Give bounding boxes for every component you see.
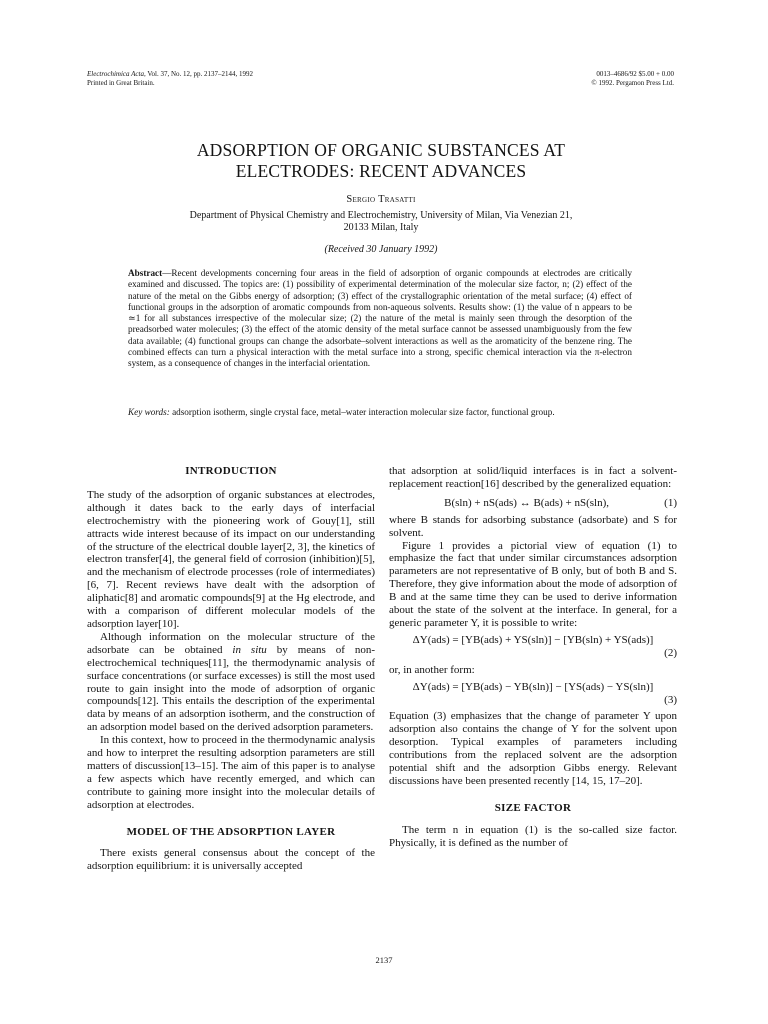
intro-paragraph-2-start: Although information on the molecular structure of the adsorbate can be obtained — [87, 630, 375, 656]
equation-1-expression: B(sln) + nS(ads) ↔ B(ads) + nS(sln), — [444, 496, 610, 509]
equation-2-number: (2) — [664, 646, 677, 659]
equation-2 — [389, 634, 677, 660]
in-situ-term: in situ — [232, 643, 267, 656]
keywords-label: Key words: — [128, 407, 170, 417]
copyright-header — [591, 70, 674, 88]
affiliation — [87, 210, 675, 234]
abstract-text: —Recent developments concerning four areas in the field of adsorption of organic compounds at electrodes are critically examined and discussed. The topics are: (1) possibility of experimental determination of the molecular size factor, n; (2) effect of the nature of the metal on the Gibbs energy of adsorption; (3) effect of the crystallographic orientation of the metal surface; (4) effect of functional groups in the adsorption of aromatic compounds from non-aqueous solvents. Results show: (1) the value of n appears to be ≃1 for all substances irrespective of the molecular size; (2) the nature of the metal is mainly seen through the desorption of the preadsorbed water molecules; (3) the effect of the atomic density of the metal surface cannot be assessed unambiguously from the few data available; (4) functional groups can change the adsorbate–solvent interactions as well as the aromaticity of the benzene ring. The combined effects can turn a physical interaction with the metal surface into a strong, specific chemical interaction via the π-electron system, as a consequence of changes in the interfacial orientation. — [128, 268, 632, 369]
size-factor-paragraph: The term n in equation (1) is the so-called size factor. Physically, it is defined as the number of — [389, 823, 677, 849]
received-date: (Received 30 January 1992) — [324, 244, 438, 255]
keywords-text: adsorption isotherm, single crystal face, metal–water interaction molecular size factor, functional group. — [169, 407, 555, 417]
equation-3 — [389, 681, 677, 707]
model-paragraph-2: that adsorption at solid/liquid interfaces is in fact a solvent-replacement reaction[16] described by the generalized equation: — [389, 465, 677, 490]
intro-paragraph-3: In this context, how to proceed in the thermodynamic analysis and how to interpret the resulting adsorption parameters are still matters of discussion[13–15]. The aim of this paper is to analyse a few aspects which have recently emerged, and which can contribute to gaining more insight into the molecular details of adsorption at electrodes. — [87, 734, 375, 811]
equation-2-expression: ΔY(ads) = [YB(ads) + YS(sln)] − [YB(sln) + YS(ads)] — [412, 633, 654, 646]
equation-3-number: (3) — [664, 693, 677, 706]
page-number: 2137 — [375, 955, 393, 965]
size-factor-heading: SIZE FACTOR — [494, 801, 572, 814]
model-paragraph-1: There exists general consensus about the concept of the adsorption equilibrium: it is universally accepted — [87, 847, 375, 873]
author: Sergio Trasatti — [346, 194, 416, 205]
journal-header — [87, 70, 253, 88]
title-line-2: ELECTRODES: RECENT ADVANCES — [235, 161, 527, 181]
issn: 0013–4686/92 $5.00 + 0.00 — [596, 70, 674, 78]
affiliation-line-1: Department of Physical Chemistry and Electrochemistry, University of Milan, Via Venezian 21, — [189, 210, 573, 221]
equation-1-number: (1) — [664, 496, 677, 509]
journal-name: Electrochimica Acta, — [87, 70, 146, 78]
paper-title — [87, 140, 675, 182]
equation-1 — [389, 497, 677, 510]
model-heading: MODEL OF THE ADSORPTION LAYER — [126, 825, 336, 838]
intro-paragraph-1: The study of the adsorption of organic substances at electrodes, although it dates back to the early days of interfacial electrochemistry with the pioneering work of Gouy[1], still attracts wide interest because of its impact on our understanding of the structure of the electrical double layer[2, 3], the kinetics of electron transfer[4], the general field of corrosion (inhibition)[5], and the mechanism of electrode processes (role of intermediates)[6, 7]. Recent reviews have dealt with the adsorption of aliphatic[8] and aromatic compounds[9] at the Hg electrode, and with a comparison of different molecular models of the adsorption layer[10]. — [87, 488, 375, 630]
abstract-label: Abstract — [128, 268, 163, 278]
intro-paragraph-2 — [87, 631, 375, 734]
title-line-1: ADSORPTION OF ORGANIC SUBSTANCES AT — [196, 140, 566, 160]
intro-paragraph-2-end: by means of non-electrochemical techniques[11], the thermodynamic analysis of surface concentrations (or surface excesses) is still the most used route to gain insight into the mode of adsorption of organic compounds[12]. This entails the description of the experimental data by means of an adsorption isotherm, and the construction of an adsorption model based on the derived adsorption parameters. — [87, 643, 375, 734]
introduction-heading: INTRODUCTION — [185, 465, 277, 477]
keywords — [128, 407, 632, 418]
abstract — [128, 268, 632, 370]
affiliation-line-2: 20133 Milan, Italy — [343, 222, 419, 233]
equation-3-expression: ΔY(ads) = [YB(ads) − YB(sln)] − [YS(ads) − YS(sln)] — [412, 680, 654, 693]
model-paragraph-5: Equation (3) emphasizes that the change of parameter Y upon adsorption also contains the change of Y for the solvent upon desorption. Typical examples of parameters including contributions from the replaced solvent are the adsorption potential shift and the adsorption Gibbs energy. Relevant discussions have been presented recently [14, 15, 17–20]. — [389, 710, 677, 787]
or-text: or, in another form: — [389, 663, 475, 676]
printed-note: Printed in Great Britain. — [87, 79, 155, 87]
right-column — [389, 465, 677, 850]
left-column — [87, 465, 375, 873]
copyright: © 1992. Pergamon Press Ltd. — [591, 79, 674, 87]
model-paragraph-3: where B stands for adsorbing substance (adsorbate) and S for solvent. — [389, 513, 677, 539]
model-paragraph-4: Figure 1 provides a pictorial view of equation (1) to emphasize the fact that under similar circumstances adsorption parameters are not representative of B only, but of both B and S. Therefore, they give information about the mode of adsorption of B and at the same time they can be used to derive information about the state of the solvent at the interface. In general, for a generic parameter Y, it is possible to write: — [389, 539, 677, 629]
journal-citation: Vol. 37, No. 12, pp. 2137–2144, 1992 — [145, 70, 253, 78]
